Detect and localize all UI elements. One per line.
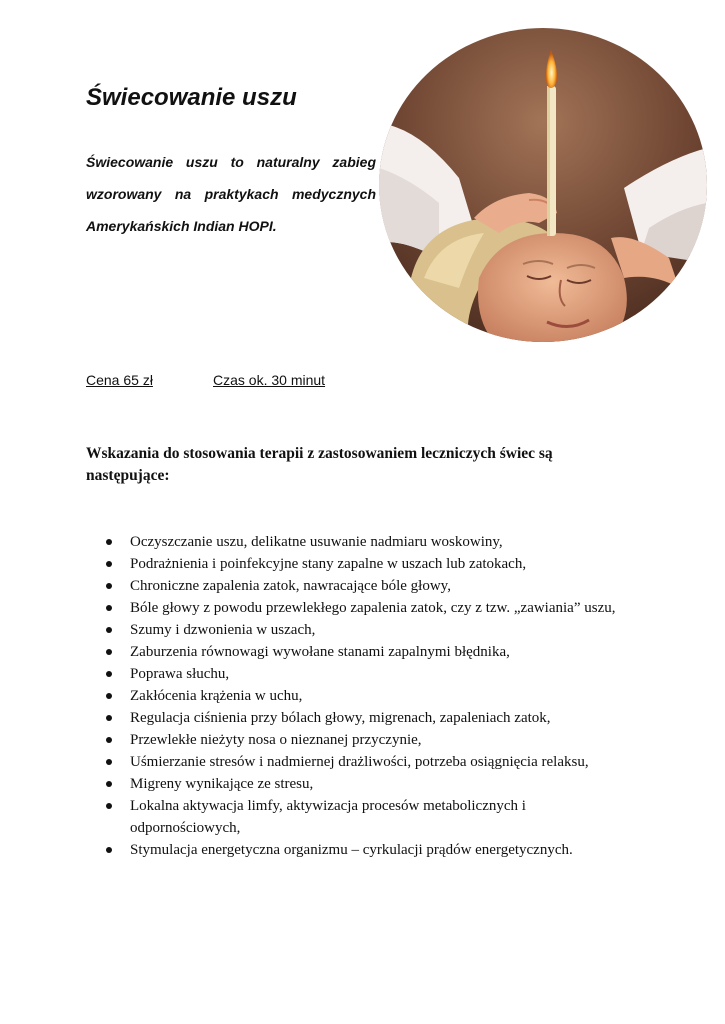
page-title: Świecowanie uszu: [86, 84, 297, 111]
list-item: Podrażnienia i poinfekcyjne stany zapalne w uszach lub zatokach,: [86, 553, 626, 575]
list-item: Migreny wynikające ze stresu,: [86, 773, 626, 795]
list-item: Zakłócenia krążenia w uchu,: [86, 685, 626, 707]
duration-label: Czas ok. 30 minut: [213, 372, 326, 388]
list-item: Oczyszczanie uszu, delikatne usuwanie nadmiaru woskowiny,: [86, 531, 626, 553]
intro-line: Amerykańskich Indian HOPI.: [86, 218, 277, 234]
list-item: Stymulacja energetyczna organizmu – cyrkulacji prądów energetycznych.: [86, 839, 626, 861]
list-item: Chroniczne zapalenia zatok, nawracające bóle głowy,: [86, 575, 626, 597]
indications-heading: Wskazania do stosowania terapii z zastosowaniem leczniczych świec są następujące:: [86, 445, 553, 484]
list-item: Regulacja ciśnienia przy bólach głowy, migrenach, zapaleniach zatok,: [86, 707, 626, 729]
price-label: Cena 65 zł: [86, 372, 153, 388]
intro-line: Świecowanie uszu to naturalny zabieg: [86, 154, 376, 170]
indications-list: [86, 531, 626, 861]
list-item: Lokalna aktywacja limfy, aktywizacja procesów metabolicznych i odpornościowych,: [86, 795, 626, 839]
list-item: Przewlekłe nieżyty nosa o nieznanej przyczynie,: [86, 729, 626, 751]
intro-line: wzorowany na praktykach medycznych: [86, 186, 376, 202]
list-item: Poprawa słuchu,: [86, 663, 626, 685]
list-item: Zaburzenia równowagi wywołane stanami zapalnymi błędnika,: [86, 641, 626, 663]
ear-candling-photo: [379, 28, 707, 342]
list-item: Uśmierzanie stresów i nadmiernej drażliwości, potrzeba osiągnięcia relaksu,: [86, 751, 626, 773]
list-item: Szumy i dzwonienia w uszach,: [86, 619, 626, 641]
intro-text: [86, 146, 376, 242]
list-item: Bóle głowy z powodu przewlekłego zapalenia zatok, czy z tzw. „zawiania” uszu,: [86, 597, 626, 619]
ear-candling-illustration: [379, 28, 707, 342]
